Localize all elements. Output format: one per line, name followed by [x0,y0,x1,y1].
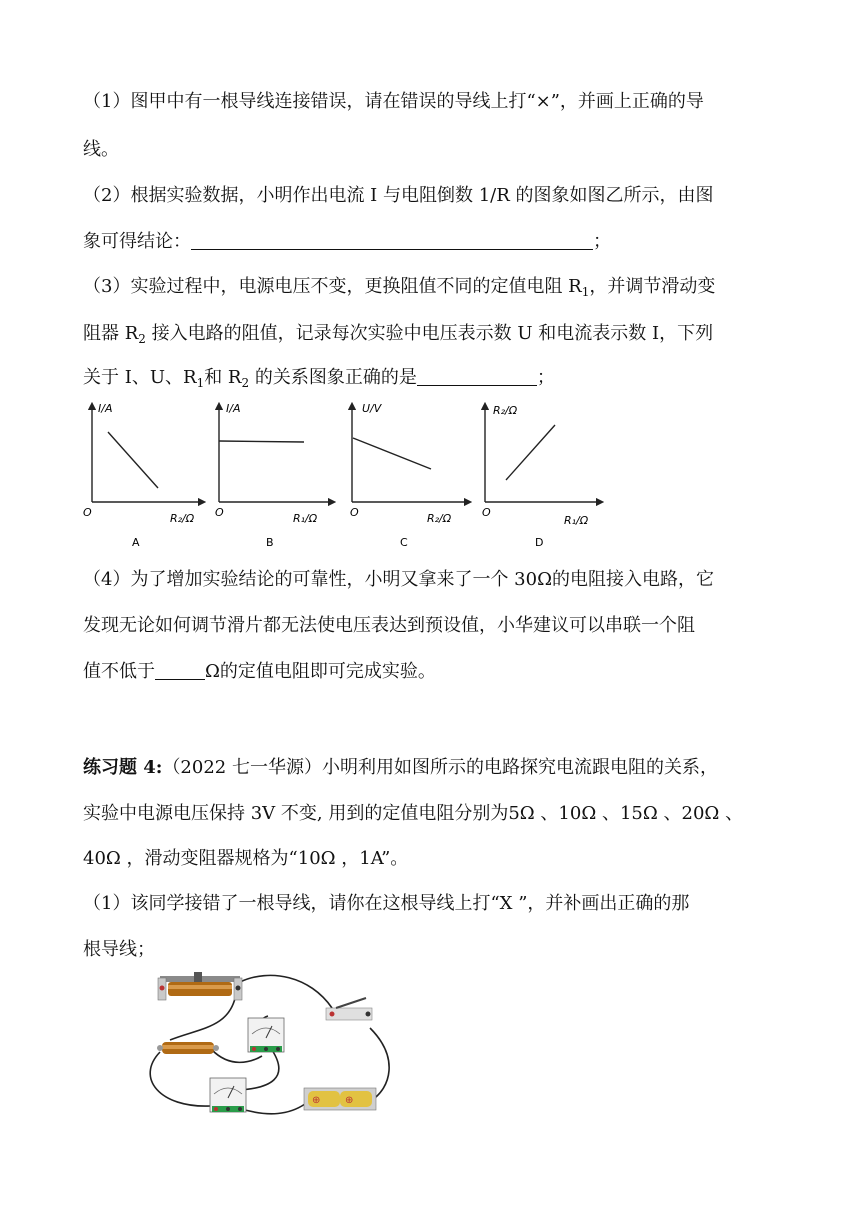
q3-text: ，并调节滑动变 [589,276,716,297]
q3-text: 关于 I、U、R [83,367,197,388]
graph-b-xlabel: R₁/Ω [293,512,318,525]
graph-d-origin: O [482,506,491,519]
q4-line-3 [83,660,436,684]
graph-b[interactable] [215,402,332,549]
ex4-line-2: 实验中电源电压保持 3V 不变, 用到的定值电阻分别为5Ω 、10Ω 、15Ω 、20Ω 、 [83,803,744,824]
q3-text: （3）实验过程中，电源电压不变，更换阻值不同的定值电阻 R [83,276,582,297]
ex4-text: （2022 七一华源）小明利用如图所示的电路探究电流跟电阻的关系， [162,757,718,778]
graph-c-xlabel: R₂/Ω [427,512,452,525]
battery-plus-icon: ⊕ [312,1095,321,1106]
q4-line-2: 发现无论如何调节滑片都无法使电压表达到预设值，小华建议可以串联一个阻 [83,615,695,636]
graph-a-letter: A [132,536,140,549]
q1-line-2: 线。 [83,139,119,160]
ex4-label: 练习题 4: [83,757,163,778]
q3-line-2 [83,322,713,346]
q2-suffix: ； [593,231,611,252]
rheostat[interactable] [158,972,242,1000]
q3-sub: 2 [138,332,146,346]
voltmeter[interactable] [248,1018,284,1052]
q1-line-1: （1）图甲中有一根导线连接错误，请在错误的导线上打“×”，并画上正确的导 [83,91,704,112]
q3-text: 阻器 R [83,323,139,344]
graph-a[interactable] [83,402,202,549]
ammeter[interactable] [210,1078,246,1112]
graph-a-origin: O [83,506,92,519]
graph-c[interactable] [350,402,468,549]
q3-sub: 1 [581,285,590,299]
q3-text: 的关系图象正确的是 [249,367,417,388]
battery-plus-icon: ⊕ [345,1095,354,1106]
ex4-line-1 [83,756,718,780]
graph-d-xlabel: R₁/Ω [564,514,589,527]
q4-answer-blank[interactable] [155,661,205,680]
q3-text: ； [536,367,555,388]
q2-answer-blank[interactable] [191,231,593,250]
graph-d-letter: D [535,536,544,549]
graph-a-ylabel: I/A [98,402,113,415]
q3-line-1 [83,275,715,299]
battery-pack[interactable] [304,1088,376,1110]
fixed-resistor[interactable] [157,1042,219,1054]
q2-line-1: （2）根据实验数据，小明作出电流 I 与电阻倒数 1/R 的图象如图乙所示，由图 [83,185,714,206]
ex4-q1-line-2: 根导线； [83,939,155,960]
graph-d-ylabel: R₂/Ω [493,404,518,417]
q3-text: 接入电路的阻值，记录每次实验中电压表示数 U 和电流表示数 I，下列 [145,323,714,344]
q4-text: Ω的定值电阻即可完成实验。 [205,661,436,682]
switch[interactable] [326,998,372,1020]
ex4-q1-line-1: （1）该同学接错了一根导线，请你在这根导线上打“X ”，并补画出正确的那 [83,893,690,914]
graph-c-ylabel: U/V [362,402,382,415]
q3-line-3 [83,366,555,390]
graph-b-origin: O [215,506,224,519]
graph-c-letter: C [400,536,408,549]
graph-b-letter: B [266,536,274,549]
q2-line-2 [83,230,611,254]
graph-d[interactable] [482,404,600,549]
graph-c-origin: O [350,506,359,519]
q3-answer-blank[interactable] [417,367,537,386]
graph-b-ylabel: I/A [226,402,241,415]
q3-sub: 1 [196,376,205,390]
option-graphs [80,400,620,550]
ex4-line-3: 40Ω ，滑动变阻器规格为“10Ω ，1A”。 [83,848,409,869]
q3-sub: 2 [241,376,250,390]
graph-a-xlabel: R₂/Ω [170,512,195,525]
circuit-diagram [140,968,390,1128]
q3-text: 和 R [204,367,242,388]
q4-line-1: （4）为了增加实验结论的可靠性，小明又拿来了一个 30Ω的电阻接入电路，它 [83,569,714,590]
q4-text: 值不低于 [83,661,155,682]
q2-prefix: 象可得结论： [83,231,191,252]
